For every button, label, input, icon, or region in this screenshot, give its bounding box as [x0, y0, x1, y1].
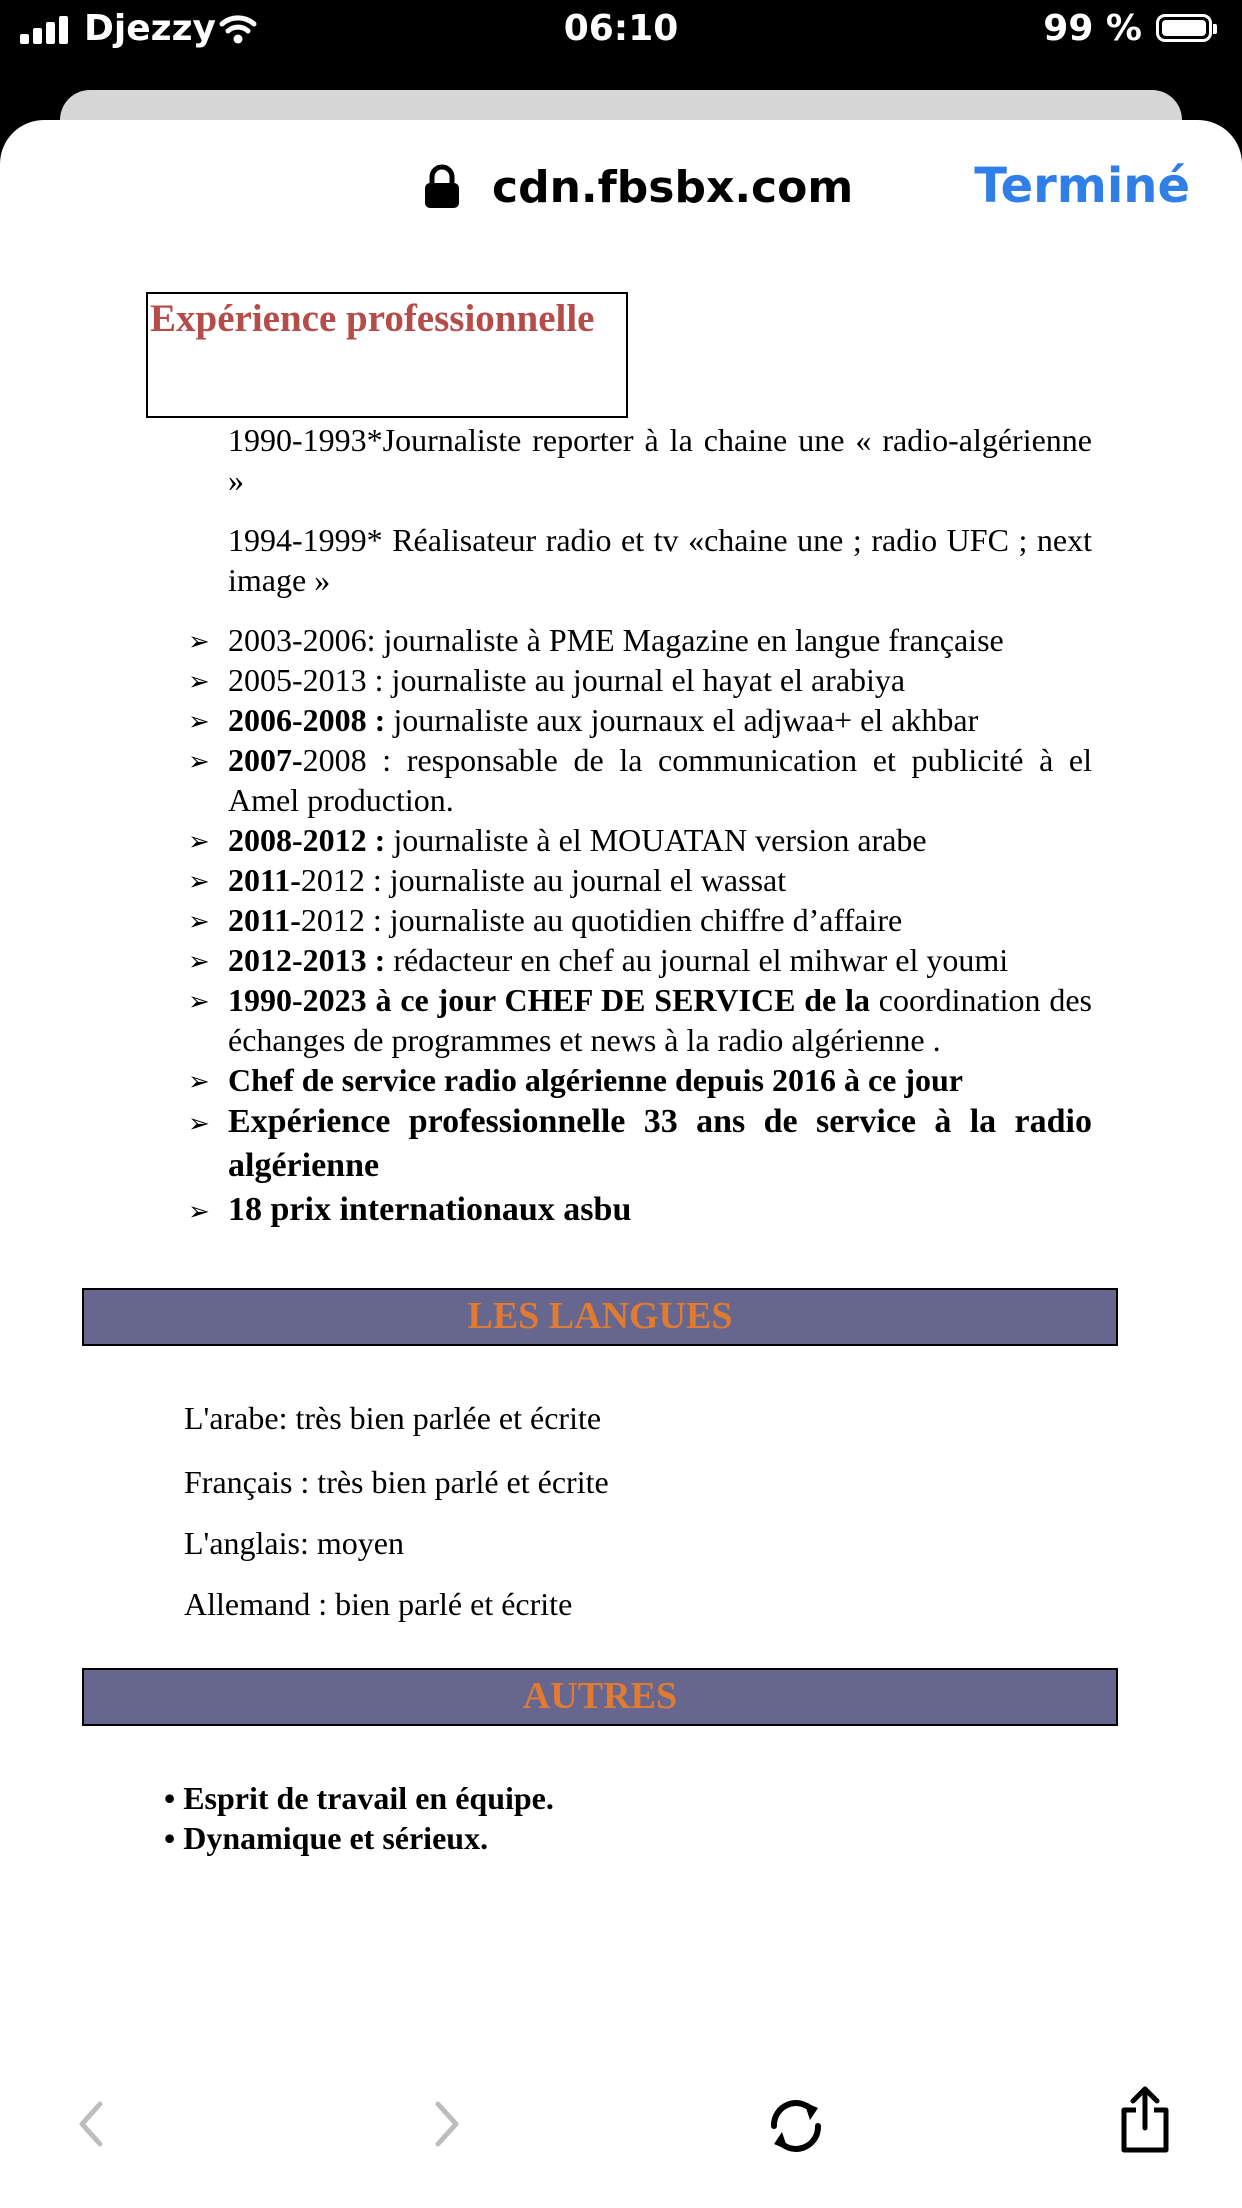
forward-icon[interactable]: [432, 2100, 462, 2148]
status-bar: [0, 0, 1242, 80]
language-item: Français : très bien parlé et écrite: [184, 1464, 609, 1500]
url-bar: [0, 120, 1242, 250]
language-item: L'arabe: très bien parlée et écrite: [184, 1400, 602, 1436]
language-item: Allemand : bien parlé et écrite: [184, 1586, 573, 1622]
list-item: ➢ Chef de service radio algérienne depuis 2016 à ce jour: [188, 1062, 963, 1098]
others-banner: [82, 1668, 1118, 1726]
list-item: ➢ 1990-2023 à ce jour CHEF DE SERVICE de la coordination des échanges de programmes et news à la radio algérienne .: [188, 982, 1092, 1058]
list-item: ➢ 2012-2013 : rédacteur en chef au journal el mihwar el youmi: [188, 942, 1009, 978]
list-item: ➢ 2003-2006: journaliste à PME Magazine en langue française: [188, 622, 1004, 658]
list-item: ➢ 2005-2013 : journaliste au journal el hayat el arabiya: [188, 662, 906, 698]
share-icon[interactable]: [1118, 2084, 1172, 2156]
list-item: ➢ 2006-2008 : journaliste aux journaux el adjwaa+ el akhbar: [188, 702, 979, 738]
list-item: • Dynamique et sérieux.: [164, 1820, 489, 1856]
languages-title: LES LANGUES: [467, 1295, 733, 1337]
url-text: cdn.fbsbx.com: [492, 162, 854, 213]
done-button[interactable]: Terminé: [974, 158, 1190, 214]
experience-list: [188, 620, 1092, 1232]
lock-icon: [424, 164, 460, 208]
list-item: ➢ Expérience professionnelle 33 ans de service à la radio algérienne: [188, 1103, 1092, 1184]
back-icon[interactable]: [76, 2100, 106, 2148]
list-item: ➢ 2011-2012 : journaliste au journal el wassat: [188, 862, 787, 898]
list-item: • Esprit de travail en équipe.: [164, 1780, 554, 1816]
list-item: ➢ 18 prix internationaux asbu: [188, 1191, 632, 1228]
list-item: ➢ 2008-2012 : journaliste à el MOUATAN version arabe: [188, 822, 927, 858]
clock: 06:10: [563, 8, 679, 49]
list-item: ➢ 2011-2012 : journaliste au quotidien chiffre d’affaire: [188, 902, 903, 938]
carrier-name: Djezzy: [84, 8, 217, 49]
experience-paragraph: 1990-1993*Journaliste reporter à la chaine une « radio-algérienne »: [228, 422, 1092, 498]
languages-banner: [82, 1288, 1118, 1346]
bottom-toolbar: [0, 2080, 1242, 2208]
language-item: L'anglais: moyen: [184, 1525, 404, 1561]
list-item: ➢ 2007-2008 : responsable de la communication et publicité à el Amel production.: [188, 742, 1092, 818]
experience-paragraph: 1994-1999* Réalisateur radio et tv «chaine une ; radio UFC ; next image »: [228, 522, 1092, 598]
others-title: AUTRES: [522, 1675, 678, 1717]
battery-percentage: 99 %: [1043, 8, 1142, 49]
browser-sheet: [0, 120, 1242, 2208]
battery-icon: [1156, 14, 1212, 42]
experience-title: Expérience professionnelle: [150, 297, 595, 340]
reload-icon[interactable]: [764, 2096, 828, 2156]
